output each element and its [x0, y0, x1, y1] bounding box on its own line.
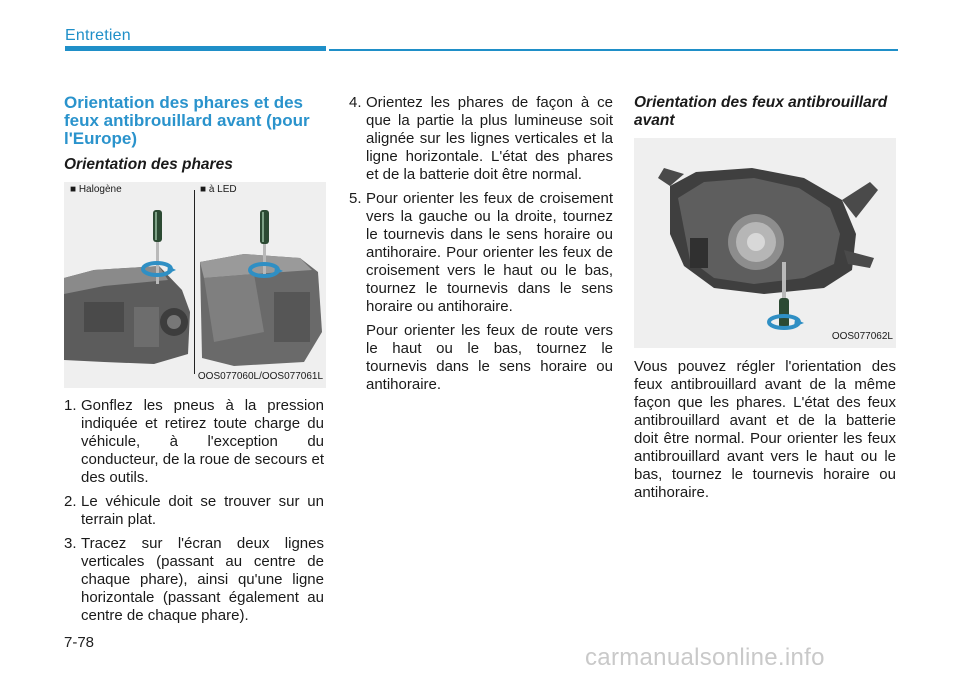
- column-left: [64, 94, 324, 631]
- subheading-headlight-aiming: Orientation des phares: [64, 156, 233, 173]
- step-text: Pour orienter les feux de croisement vers la gauche ou la droite, tournez le tournevis dans le sens horaire ou antihoraire. Pour orienter les feux de croisement vers le haut ou le bas, tournez le tournevis dans le sens horaire ou antihoraire.: [366, 190, 613, 315]
- headlight-figure: [64, 182, 326, 388]
- figure-caption-fog-lamp: OOS077062L: [831, 331, 893, 342]
- figure-label-halogen: ■ Halogène: [70, 184, 122, 195]
- header-rule-thick: [65, 46, 326, 51]
- high-beam-paragraph: Pour orienter les feux de route vers le haut ou le bas, tournez le tournevis dans le sens horaire ou antihoraire.: [366, 322, 613, 393]
- step-number: 2.: [64, 493, 77, 510]
- step-3: [64, 535, 324, 625]
- figure-caption-headlights: OOS077060L/OOS077061L: [197, 371, 323, 382]
- column-right: [634, 94, 896, 502]
- fog-lamp-housing: [658, 168, 878, 294]
- step-2: [64, 493, 324, 529]
- step-4: [349, 94, 613, 184]
- halogen-headlight-unit: [64, 266, 190, 364]
- step-text: Le véhicule doit se trouver sur un terrain plat.: [81, 493, 324, 528]
- step-text: Orientez les phares de façon à ce que la partie la plus lumineuse soit alignée sur les lignes verticales et la ligne horizontale. L'état des phares et de la batterie doit être normal.: [366, 94, 613, 183]
- step-5: [349, 190, 613, 316]
- step-number: 4.: [349, 94, 362, 111]
- step-number: 5.: [349, 190, 362, 207]
- step-1: [64, 397, 324, 487]
- watermark: carmanualsonline.info: [585, 644, 825, 671]
- fog-lamp-illustration: [634, 138, 896, 348]
- step-number: 3.: [64, 535, 77, 552]
- step-text: Tracez sur l'écran deux lignes verticales (passant au centre de chaque phare), ainsi qu'une ligne horizontale (passant également au centre de chaque phare).: [81, 535, 324, 624]
- main-heading: Orientation des phares et des feux antibrouillard avant (pour l'Europe): [64, 93, 310, 148]
- fog-lamp-figure: [634, 138, 896, 348]
- step-text: Gonflez les pneus à la pression indiquée et retirez toute charge du véhicule, à l'exception du conducteur, de la roue de secours et des outils.: [81, 397, 324, 486]
- section-title: Entretien: [65, 27, 131, 44]
- column-middle: [349, 94, 613, 400]
- subheading-fog-lamp-aiming: Orientation des feux antibrouillard avant: [634, 94, 888, 129]
- page-number: 7-78: [64, 634, 95, 651]
- headlight-illustration: [64, 182, 326, 388]
- step-number: 1.: [64, 397, 77, 414]
- led-headlight-unit: [200, 254, 322, 366]
- header-rule-thin: [329, 49, 898, 51]
- fog-lamp-paragraph: Vous pouvez régler l'orientation des feux antibrouillard avant de la même façon que les phares. L'état des feux antibrouillard avant et de la batterie doit être normal. Pour orienter les feux antibrouillard avant vers le haut ou le bas, tournez le tournevis horaire ou antihoraire.: [634, 358, 896, 501]
- figure-label-led: ■ à LED: [200, 184, 237, 195]
